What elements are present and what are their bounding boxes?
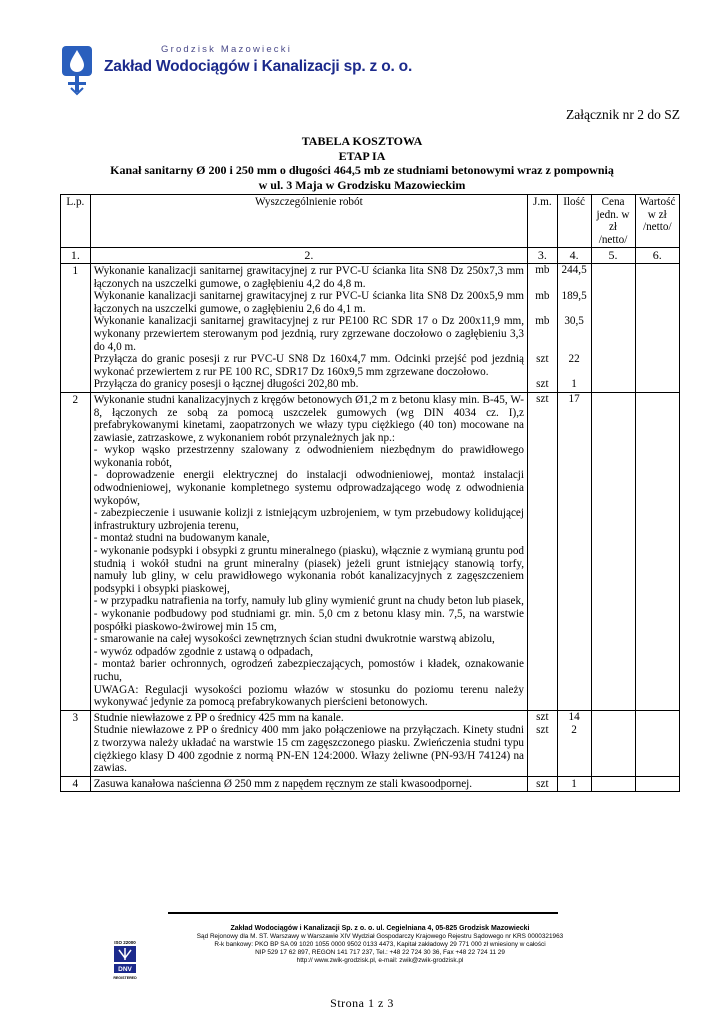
unit-value: szt xyxy=(536,352,549,365)
description-paragraph: Przyłącza do granicy posesji o łącznej długości 202,80 mb. xyxy=(93,378,359,391)
table-row xyxy=(61,263,680,392)
title-line-1: TABELA KOSZTOWA xyxy=(301,134,423,148)
attachment-label: Załącznik nr 2 do SZ xyxy=(566,107,680,122)
page-number: Strona 1 z 3 xyxy=(330,996,394,1010)
row-unit-price xyxy=(591,776,635,792)
row-value xyxy=(635,392,679,710)
quantity-value: 1 xyxy=(571,377,577,390)
row-value xyxy=(635,263,679,392)
registered-label: REGISTERED xyxy=(113,976,137,980)
footer-web: http:// www.zwik-grodzisk.pl, e-mail: zwik@zwik-grodzisk.pl xyxy=(296,957,464,964)
row-quantities xyxy=(557,776,591,792)
row-value xyxy=(635,776,679,792)
table-row xyxy=(61,710,680,776)
description-paragraph: UWAGA: Regulacji wysokości poziomu włazów w stosunku do poziomu terenu należy wykonywać jedynie za pomocą prefabrykowanych pierścieni betonowych. xyxy=(93,683,525,709)
row-units xyxy=(528,263,558,392)
header-value: Wartość w zł /netto/ xyxy=(635,195,679,248)
description-paragraph: Wykonanie kanalizacji sanitarnej grawitacyjnej z rur PVC-U ścianka lita SN8 Dz 250x7,3 mm łączonych na uszczelki gumowe, o zagłębieniu 4,2 do 4,8 m. xyxy=(93,264,525,290)
title-line-4: w ul. 3 Maja w Grodzisku Mazowieckim xyxy=(258,177,466,192)
row-quantities xyxy=(557,710,591,776)
col-number: 4. xyxy=(557,248,591,264)
footer-contact: NIP 529 17 62 897, REGON 141 717 237, Tel.: +48 22 724 30 36, Fax +48 22 724 11 29 xyxy=(255,949,505,956)
header-unit-price: Cena jedn. w zł /netto/ xyxy=(591,195,635,248)
footer-company: Zakład Wodociągów i Kanalizacji Sp. z o. o. ul. Cegielniana 4, 05-825 Grodzisk Mazowiecki xyxy=(230,925,530,932)
description-paragraph: Studnie niewłazowe z PP o średnicy 425 mm na kanale. xyxy=(93,711,344,724)
quantity-value: 17 xyxy=(568,393,580,406)
company-city: Grodzisk Mazowiecki xyxy=(161,44,293,55)
row-unit-price xyxy=(591,710,635,776)
footer-bank: R-k bankowy: PKO BP SA 09 1020 1055 0000 9502 0133 4473, Kapitał zakładowy 29 771 000 zł wniesiony w całości xyxy=(214,941,546,948)
description-paragraph: Wykonanie kanalizacji sanitarnej grawitacyjnej z rur PVC-U ścianka lita SN8 Dz 200x5,9 mm łączonych na uszczelki gumowe, o zagłębieniu 2,6 do 4,1 m. xyxy=(93,290,525,315)
footer-court: Sąd Rejonowy dla M. ST. Warszawy w Warszawie XIV Wydział Gospodarczy Krajowego Rejestru Sądowego nr KRS 0000321963 xyxy=(196,933,564,940)
row-units xyxy=(528,392,558,710)
description-paragraph: Studnie niewłazowe z PP o średnicy 400 mm jako połączeniowe na przyłączach. Kinety studni z tworzywa należy układać na warstwie 15 cm zagęszczonego piasku. Zwieńczenia studni typu ciężkiego klasy D 400 zgodnie z normą PN-EN 124:2000. Włazy żeliwne (PN-93/H 74124) na zawias. xyxy=(93,724,525,775)
col-number: 5. xyxy=(591,248,635,264)
unit-value: mb xyxy=(535,289,550,302)
footer-divider xyxy=(168,912,558,914)
unit-value: mb xyxy=(535,264,550,277)
iso-certificate-badge xyxy=(112,938,138,984)
quantity-value: 22 xyxy=(568,352,580,365)
unit-value: szt xyxy=(536,777,549,790)
quantity-value: 244,5 xyxy=(561,264,587,277)
description-paragraph: - wykop wąsko przestrzenny szalowany z odwodnieniem niezbędnym do prawidłowego wykonania robót, xyxy=(93,444,525,469)
header-unit: J.m. xyxy=(528,195,558,248)
dnv-label: DNV xyxy=(118,966,132,973)
unit-value: szt xyxy=(536,377,549,390)
row-description xyxy=(90,710,527,776)
cost-table xyxy=(60,194,680,792)
row-description xyxy=(90,776,527,792)
col-number: 3. xyxy=(528,248,558,264)
description-paragraph: - montaż studni na budowanym kanale, xyxy=(93,532,270,545)
header-lp: L.p. xyxy=(61,195,91,248)
quantity-value: 189,5 xyxy=(561,289,587,302)
table-row xyxy=(61,776,680,792)
quantity-value: 30,5 xyxy=(564,314,584,327)
table-number-row xyxy=(61,248,680,264)
quantity-value: 2 xyxy=(571,723,577,736)
description-paragraph: - zabezpieczenie i usuwanie kolizji z istniejącym uzbrojeniem, w tym przebudowy kolidującej infrastruktury uzbrojenia terenu, xyxy=(93,507,525,532)
row-lp: 1 xyxy=(61,263,91,392)
row-description xyxy=(90,263,527,392)
col-number: 6. xyxy=(635,248,679,264)
row-quantities xyxy=(557,392,591,710)
col-number: 1. xyxy=(61,248,91,264)
row-unit-price xyxy=(591,263,635,392)
header-quantity: Ilość xyxy=(557,195,591,248)
row-quantities xyxy=(557,263,591,392)
unit-value: szt xyxy=(536,711,549,724)
company-name: Zakład Wodociągów i Kanalizacji sp. z o. o. xyxy=(104,58,413,75)
footer xyxy=(140,925,620,965)
description-paragraph: - wywóz odpadów zgodnie z ustawą o odpadach, xyxy=(93,645,314,658)
iso-label: ISO 22000 xyxy=(114,940,136,945)
row-value xyxy=(635,710,679,776)
title-line-2: ETAP IA xyxy=(338,148,386,163)
description-paragraph: Zasuwa kanałowa naścienna Ø 250 mm z napędem ręcznym ze stali kwasoodpornej. xyxy=(93,777,473,790)
description-paragraph: Wykonanie kanalizacji sanitarnej grawitacyjnej z rur PE100 RC SDR 17 o Dz 200x11,9 mm, wykonany przewiertem sterowanym pod jezdnią, rury zgrzewane doczołowo o zagłębieniu 3,3 do 4,0 m. xyxy=(93,315,525,353)
description-paragraph: Wykonanie studni kanalizacyjnych z kręgów betonowych Ø1,2 m z betonu klasy min. B-45, W-8, łączonych ze sobą za pomocą uszczelek gumowych (wg DIN 4034 cz. I),z prefabrykowanymi kinetami, zaopatrzonych we włazy typu ciężkiego (40 ton) mocowane na zawiasie, zatrzaskowe, z wykonaniem robót przynależnych jak np.: xyxy=(93,393,525,444)
table-header-row xyxy=(61,195,680,248)
quantity-value: 1 xyxy=(571,777,577,790)
row-lp: 4 xyxy=(61,776,91,792)
title-line-3: Kanał sanitarny Ø 200 i 250 mm o długości 464,5 mb ze studniami betonowymi wraz z pompownią xyxy=(110,163,614,177)
company-logo-icon xyxy=(58,38,98,96)
unit-value: szt xyxy=(536,393,549,406)
description-paragraph: - montaż barier ochronnych, ogrodzeń zabezpieczających, pomostów i kładek, oznakowanie ruchu, xyxy=(93,658,525,683)
quantity-value: 14 xyxy=(568,711,580,724)
table-body xyxy=(61,263,680,791)
row-description xyxy=(90,392,527,710)
description-paragraph: - wykonanie podsypki i obsypki z gruntu mineralnego (piasku), włącznie z wymianą gruntu pod studnią i wokół studni na grunt mineralny (piasek) jeżeli grunt istniejący stanowią torfy, namuły lub gliny, w celu prawidłowego wykonania robót kanalizacyjnych z zagęszczeniem podsypki i obsypki piaskowej, xyxy=(93,545,525,595)
col-number: 2. xyxy=(90,248,527,264)
letterhead xyxy=(58,38,413,96)
header-description: Wyszczególnienie robót xyxy=(90,195,527,248)
row-unit-price xyxy=(591,392,635,710)
description-paragraph: - doprowadzenie energii elektrycznej do instalacji odwodnieniowej, montaż instalacji odwodnieniowej, wykonanie kompletnego systemu odprowadzającego wodę z odwodnienia wykopów, xyxy=(93,469,525,507)
description-paragraph: - smarowanie na całej wysokości zewnętrznych ścian studni dwukrotnie warstwą abizolu, xyxy=(93,633,495,646)
table-row xyxy=(61,392,680,710)
row-units xyxy=(528,710,558,776)
row-lp: 3 xyxy=(61,710,91,776)
row-lp: 2 xyxy=(61,392,91,710)
description-paragraph: - w przypadku natrafienia na torfy, namuły lub gliny wymienić grunt na chudy beton lub piasek, xyxy=(93,595,524,608)
unit-value: mb xyxy=(535,314,550,327)
description-paragraph: - wykonanie podbudowy pod studniami gr. min. 5,0 cm z betonu klasy min. 7,5, na warstwie pospółki piaskowo-żwirowej min 15 cm, xyxy=(93,608,525,633)
document-title xyxy=(0,134,724,192)
row-units xyxy=(528,776,558,792)
description-paragraph: Przyłącza do granic posesji z rur PVC-U SN8 Dz 160x4,7 mm. Odcinki przejść pod jezdnią wykonać przewiertem z rur PE 100 RC, SDR17 Dz 160x9,5 mm zgrzewane doczołowo. xyxy=(93,353,525,378)
unit-value: szt xyxy=(536,723,549,736)
